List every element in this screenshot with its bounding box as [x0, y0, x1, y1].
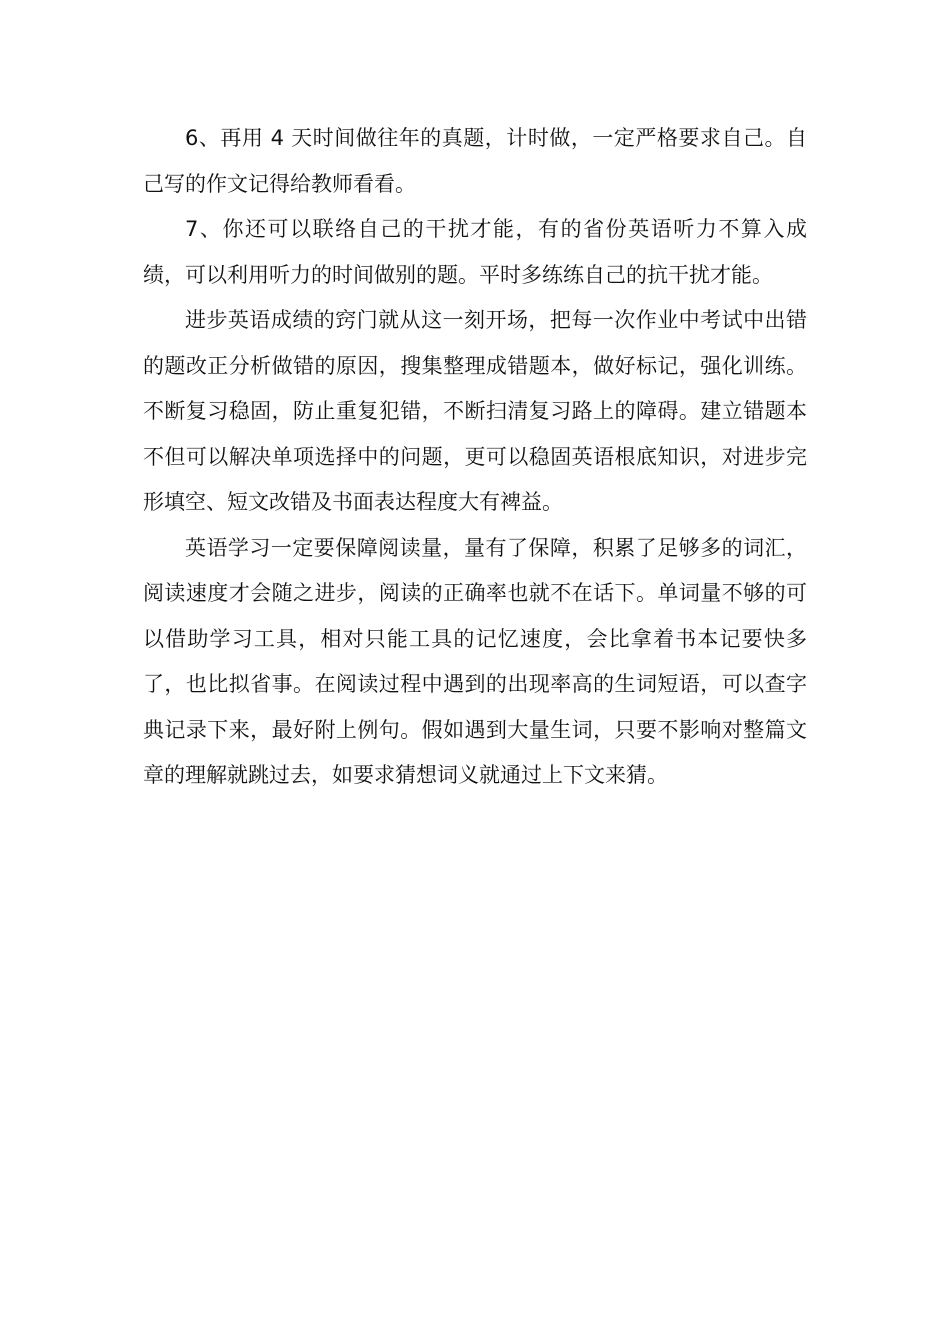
- document-body: [143, 116, 807, 799]
- paragraph-tip-7: 7、你还可以联络自己的干扰才能，有的省份英语听力不算入成绩，可以利用听力的时间做别的题。平时多练练自己的抗干扰才能。: [143, 217, 807, 287]
- paragraph-tip-6: 6、再用 4 天时间做往年的真题，计时做，一定严格要求自己。自己写的作文记得给教师看看。: [143, 126, 807, 196]
- paragraph-reading-volume: 英语学习一定要保障阅读量，量有了保障，积累了足够多的词汇，阅读速度才会随之进步，阅读的正确率也就不在话下。单词量不够的可以借助学习工具，相对只能工具的记忆速度，会比拿着书本记要快多了，也比拟省事。在阅读过程中遇到的出现率高的生词短语，可以查字典记录下来，最好附上例句。假如遇到大量生词，只要不影响对整篇文章的理解就跳过去，如要求猜想词义就通过上下文来猜。: [143, 535, 807, 787]
- paragraph-error-notebook: 进步英语成绩的窍门就从这一刻开场，把每一次作业中考试中出错的题改正分析做错的原因，搜集整理成错题本，做好标记，强化训练。不断复习稳固，防止重复犯错，不断扫清复习路上的障碍。建立错题本不但可以解决单项选择中的问题，更可以稳固英语根底知识，对进步完形填空、短文改错及书面表达程度大有裨益。: [143, 308, 807, 514]
